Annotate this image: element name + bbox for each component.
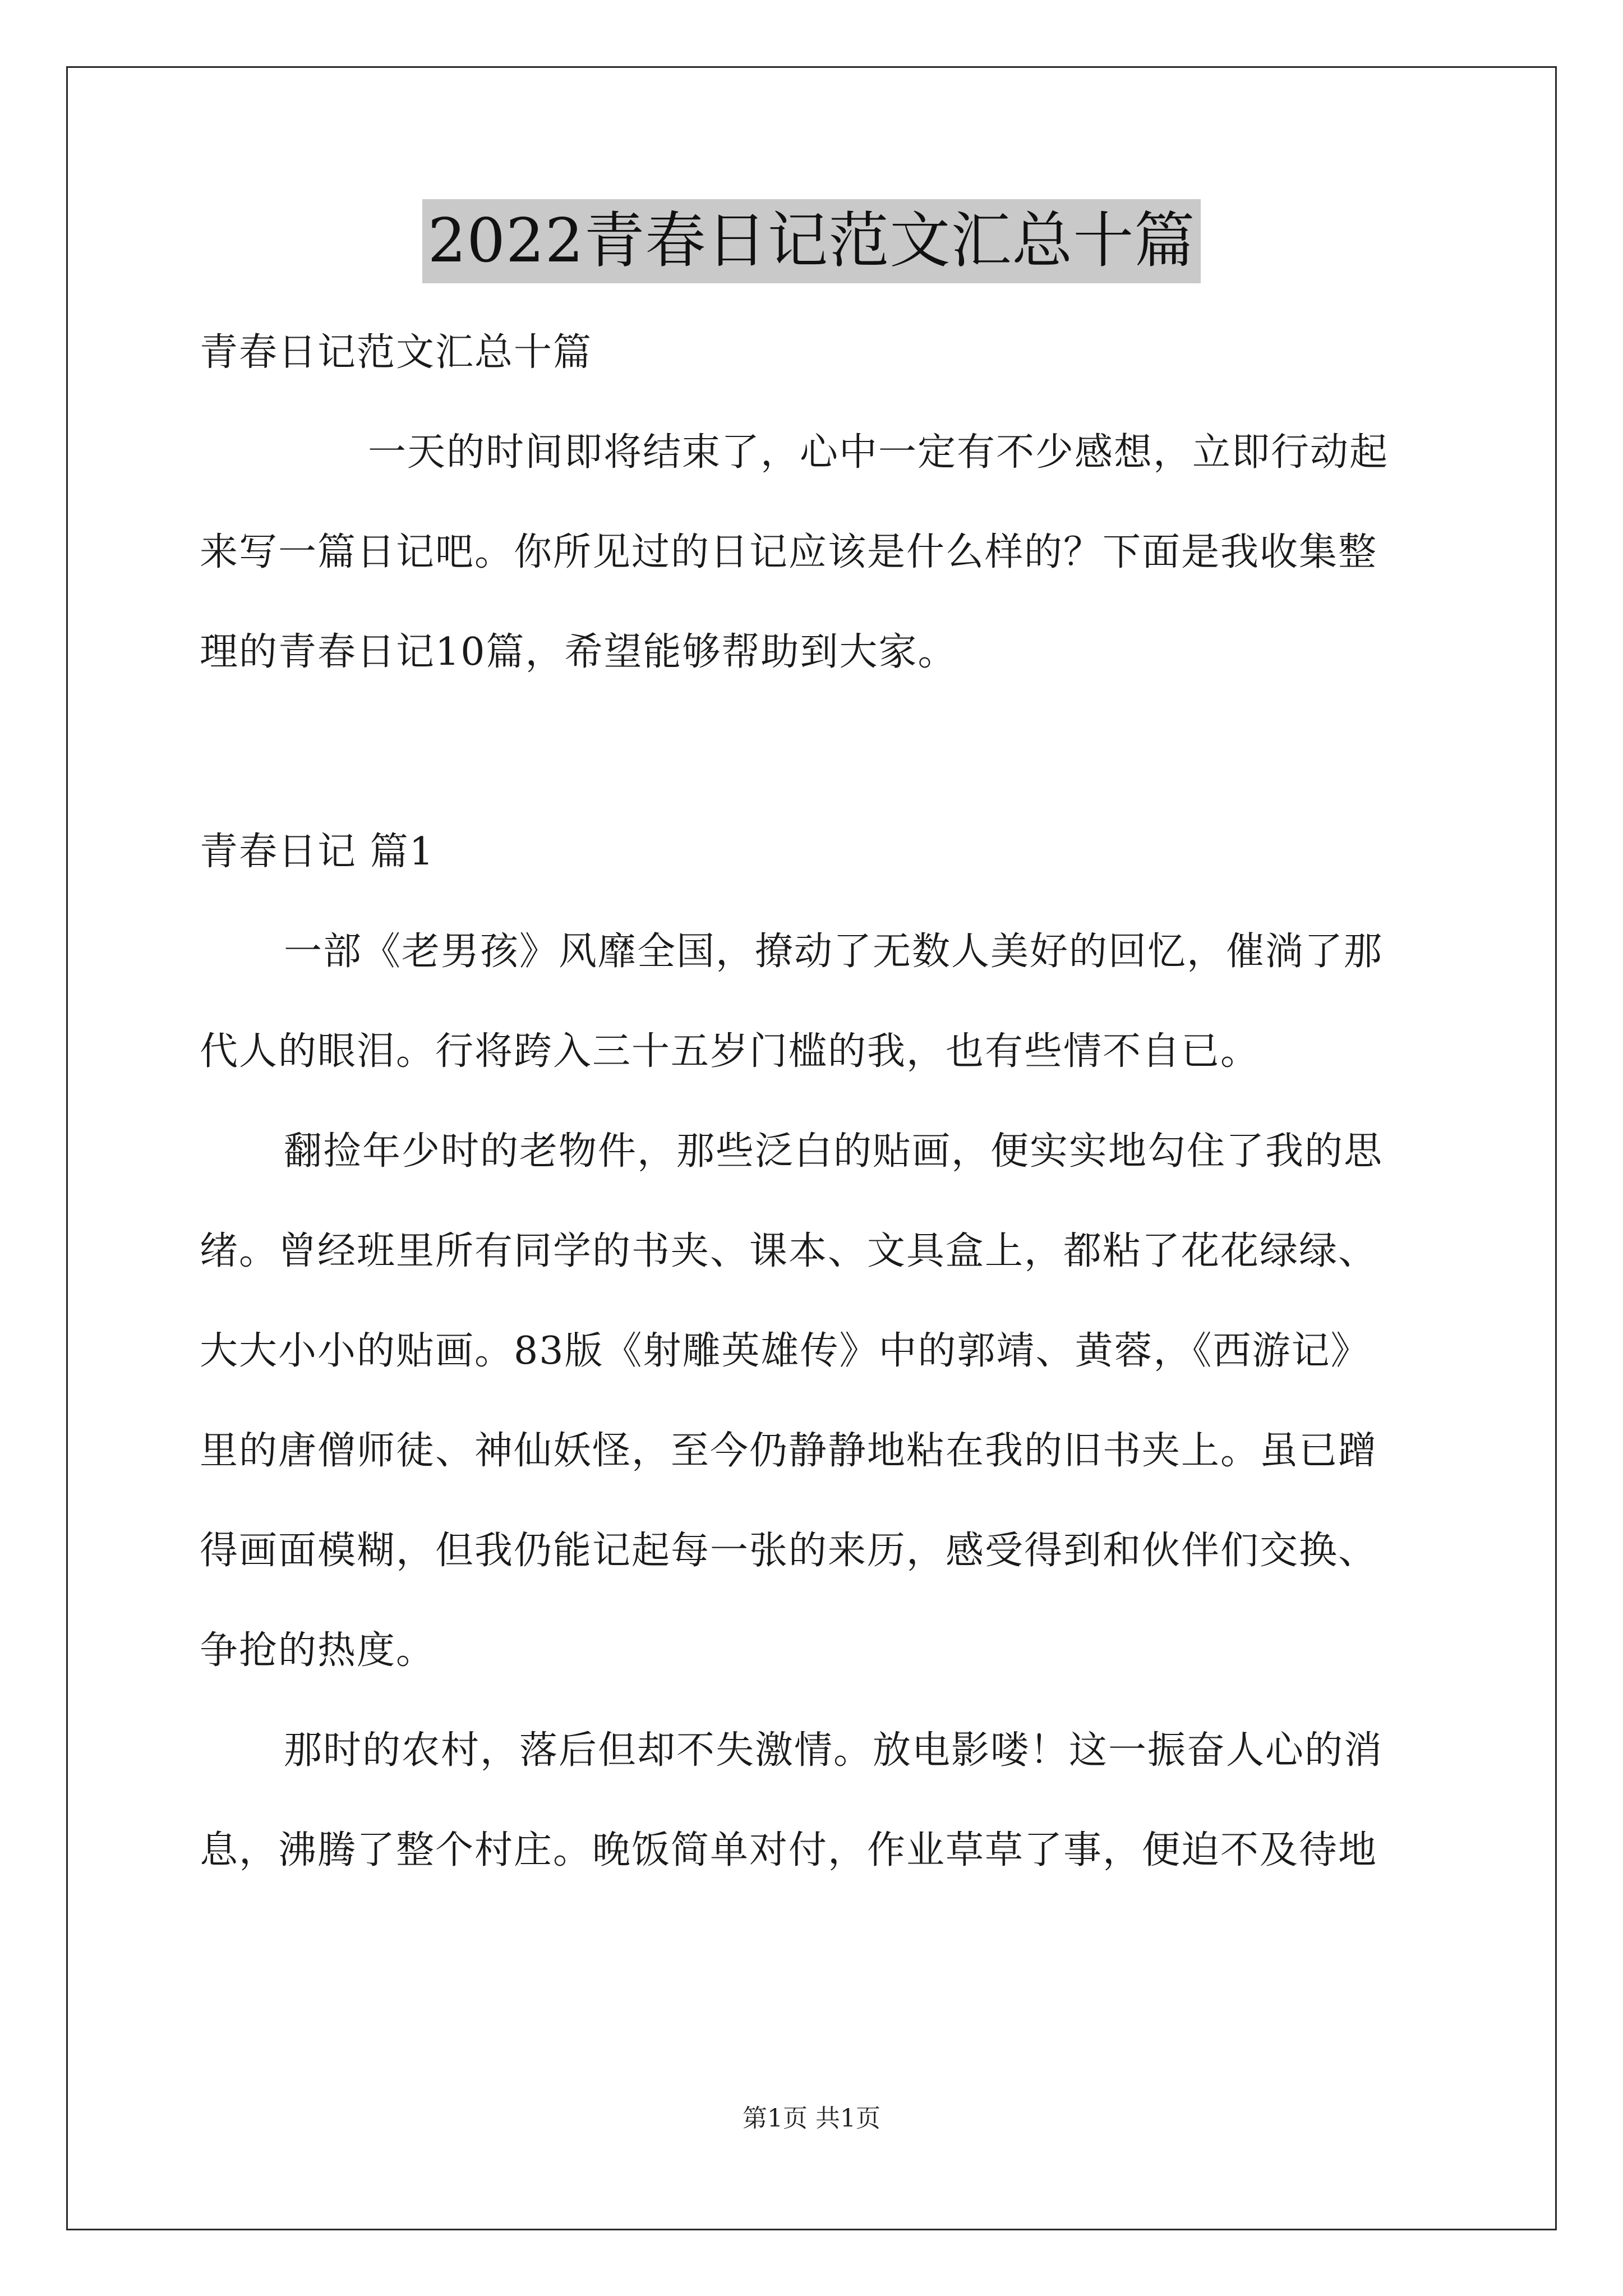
paragraph1-line-1: 一部《老男孩》风靡全国，撩动了无数人美好的回忆，催淌了那 — [284, 930, 1384, 974]
paragraph2-line-6: 争抢的热度。 — [200, 1628, 436, 1673]
paragraph3-line-2: 息，沸腾了整个村庄。晚饭简单对付，作业草草了事，便迫不及待地 — [200, 1828, 1378, 1872]
document-body — [200, 303, 1426, 1901]
document-title: 2022青春日记范文汇总十篇 — [422, 199, 1201, 283]
page-footer: 第1页 共1页 — [743, 2104, 880, 2133]
paragraph2-line-1: 翻捡年少时的老物件，那些泛白的贴画，便实实地勾住了我的思 — [284, 1129, 1384, 1174]
title-container — [0, 199, 1623, 283]
spacer — [200, 702, 1426, 802]
intro-line-3: 理的青春日记10篇，希望能够帮助到大家。 — [200, 630, 957, 674]
paragraph2-line-5: 得画面模糊，但我仍能记起每一张的来历，感受得到和伙伴们交换、 — [200, 1529, 1378, 1573]
intro-line-2: 来写一篇日记吧。你所见过的日记应该是什么样的？下面是我收集整 — [200, 530, 1378, 574]
section-heading: 青春日记 篇1 — [200, 830, 435, 874]
paragraph1-line-2: 代人的眼泪。行将跨入三十五岁门槛的我，也有些情不自已。 — [200, 1029, 1260, 1074]
paragraph2-line-2: 绪。曾经班里所有同学的书夹、课本、文具盒上，都粘了花花绿绿、 — [200, 1229, 1378, 1273]
paragraph2-line-4: 里的唐僧师徒、神仙妖怪，至今仍静静地粘在我的旧书夹上。虽已蹭 — [200, 1429, 1378, 1473]
intro-line-1: 一天的时间即将结束了，心中一定有不少感想，立即行动起 — [368, 430, 1389, 475]
paragraph2-line-3: 大大小小的贴画。83版《射雕英雄传》中的郭靖、黄蓉，《西游记》 — [200, 1329, 1370, 1373]
paragraph3-line-1: 那时的农村，落后但却不失激情。放电影喽！这一振奋人心的消 — [284, 1728, 1384, 1773]
subtitle: 青春日记范文汇总十篇 — [200, 330, 593, 375]
